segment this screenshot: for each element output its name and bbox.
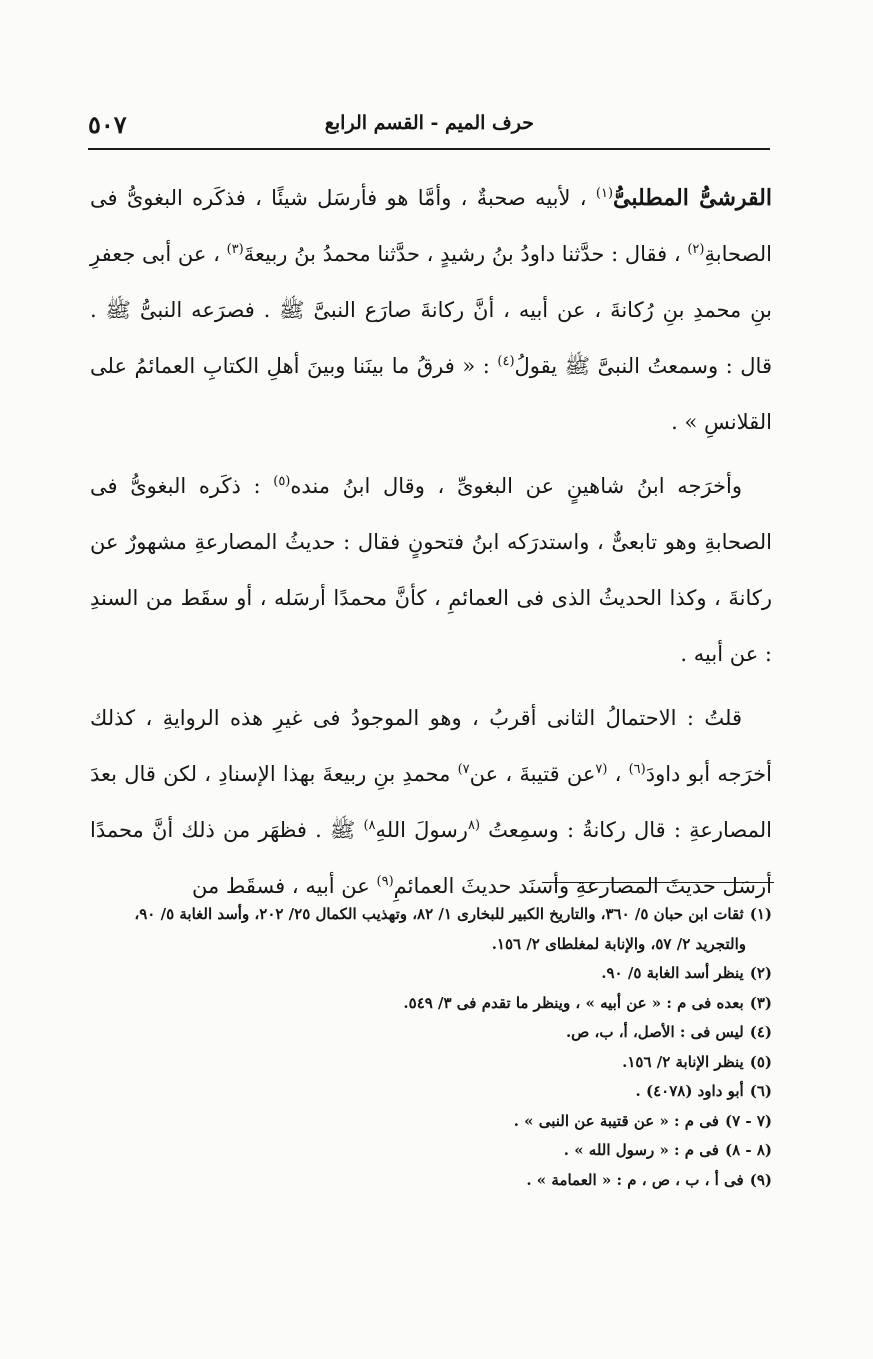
footnote-number: (٨ - ٨)	[724, 1141, 772, 1159]
footnote-7	[92, 1107, 772, 1137]
footnote-8	[92, 1136, 772, 1166]
paragraph-3-text-a: قلتُ : الاحتمالُ الثانى أقربُ ، وهو الموجودُ فى غيرِ هذه الروايةِ ، كذلك أخرَجه أبو داودَ	[90, 706, 772, 786]
footnote-3	[92, 989, 772, 1019]
footnote-number: (٣)	[749, 993, 772, 1012]
footnote-text: بعده فى م : « عن أبيه » ، وينظر ما تقدم فى ٣/ ٥٤٩.	[403, 993, 744, 1012]
paragraph-1-text-b: ، فقال : حدَّثنا داودُ بنُ رشيدٍ ، حدَّثنا محمدُ بنُ ربيعةَ	[243, 242, 688, 266]
footnote-text: ثقات ابن حبان ٥/ ٣٦٠، والتاريخ الكبير للبخارى ١/ ٨٢، وتهذيب الكمال ٢٥/ ٢٠٢، وأسد الغابة ٥/ ٩٠، والتجريد ٢/ ٥٧، والإنابة لمغلطاى ٢/ ١٥٦.	[134, 905, 746, 953]
paragraph-3-text-d: محمدِ بنِ ربيعةَ بهذا الإسنادِ ، لكن قال بعدَ المصارعةِ : قال ركانةُ : وسمِعتُ	[90, 762, 772, 842]
paragraph-3	[90, 690, 772, 914]
footnote-number: (١)	[749, 905, 772, 923]
main-text	[90, 170, 772, 922]
page-number: ٥٠٧	[88, 110, 127, 139]
footnote-6	[92, 1077, 772, 1107]
footnote-number: (٤)	[749, 1023, 772, 1041]
footnote-4	[92, 1018, 772, 1048]
footnote-text: فى م : « عن قتيبة عن النبى » .	[513, 1111, 719, 1130]
footnote-5	[92, 1048, 772, 1078]
footnote-number: (٦)	[749, 1082, 772, 1100]
paragraph-3-text-c: عن قتيبةَ ، عن	[469, 762, 596, 786]
page-header	[88, 108, 770, 144]
paragraph-1	[90, 170, 772, 450]
footnote-1	[92, 900, 772, 959]
footnote-ref-9: (٩)	[376, 874, 394, 889]
footnote-2	[92, 959, 772, 989]
footnote-text: أبو داود (٤٠٧٨) .	[635, 1082, 744, 1100]
paragraph-3-text-e: رسولَ اللهِ	[375, 818, 468, 842]
paragraph-3-text-b: ،	[607, 762, 629, 786]
entry-name: القرشىُّ المطلبىُّ	[613, 185, 772, 211]
footnote-text: فى م : « رسول الله » .	[563, 1141, 719, 1159]
paragraph-3-text-f: ﷺ . فظهَر من ذلك أنَّ محمدًا أرسَل حديثَ المصارعةِ وأسنَد حديثَ العمائمِ	[90, 818, 772, 898]
footnote-number: (٧ - ٧)	[724, 1111, 772, 1130]
footnote-ref-7-open: (٧	[595, 762, 608, 777]
footnote-text: فى أ ، ب ، ص ، م : « العمامة » .	[526, 1170, 744, 1189]
footnote-ref-7-close: ٧)	[457, 762, 470, 777]
footnote-number: (٥)	[749, 1052, 772, 1071]
footnote-ref-5: (٥)	[273, 474, 291, 489]
footnote-ref-6: (٦)	[628, 762, 646, 777]
footnote-ref-2: (٢)	[687, 242, 705, 257]
paragraph-2-text-a: وأخرَجه ابنُ شاهينٍ عن البغوىِّ ، وقال ابنُ منده	[290, 474, 742, 498]
footnote-ref-3: (٣)	[226, 242, 244, 257]
footnote-ref-8-open: (٨	[467, 818, 481, 833]
paragraph-1-text-a: ، لأبيه صحبةٌ ، وأمَّا هو فأرسَل شيئًا ، فذكَره البغوىُّ فى الصحابةِ	[90, 186, 772, 266]
footnote-ref-4: (٤)	[497, 354, 515, 369]
header-rule	[88, 148, 770, 150]
paragraph-1-text-d: : « فرقُ ما بينَنا وبينَ أهلِ الكتابِ العمائمُ على القلانسِ » .	[90, 354, 772, 434]
paragraph-3-text-g: عن أبيه ، فسقَط من	[191, 874, 377, 898]
footnotes	[92, 900, 772, 1195]
paragraph-1-text-c: ، عن أبى جعفرِ بنِ محمدِ بنِ رُكانةَ ، عن أبيه ، أنَّ ركانةَ صارَع النبىَّ ﷺ . فصرَعه النبىُّ ﷺ . قال : وسمعتُ النبىَّ ﷺ يقولُ	[90, 242, 772, 378]
footnote-number: (٩)	[749, 1170, 772, 1189]
footnote-ref-8-close: ٨)	[363, 818, 376, 833]
footnote-text: ليس فى : الأصل، أ، ب، ص.	[565, 1023, 744, 1041]
footnote-rule	[542, 882, 774, 883]
footnote-text: ينظر أسد الغابة ٥/ ٩٠.	[601, 964, 744, 982]
paragraph-2-text-b: : ذكَره البغوىُّ فى الصحابةِ وهو تابعىٌّ ، واستدرَكه ابنُ فتحونٍ فقال : حديثُ المصارعةِ مشهورٌ عن ركانةَ ، وكذا الحديثُ الذى فى العمائمِ ، كأنَّ محمدًا أرسَله ، أو سقَط من السندِ : عن أبيه .	[90, 474, 772, 666]
footnote-number: (٢)	[749, 964, 772, 982]
running-title: حرف الميم - القسم الرابع	[324, 112, 534, 134]
footnote-text: ينظر الإنابة ٢/ ١٥٦.	[622, 1052, 744, 1071]
footnote-9	[92, 1166, 772, 1196]
footnote-ref-1: (١)	[595, 186, 614, 201]
paragraph-2	[90, 458, 772, 682]
